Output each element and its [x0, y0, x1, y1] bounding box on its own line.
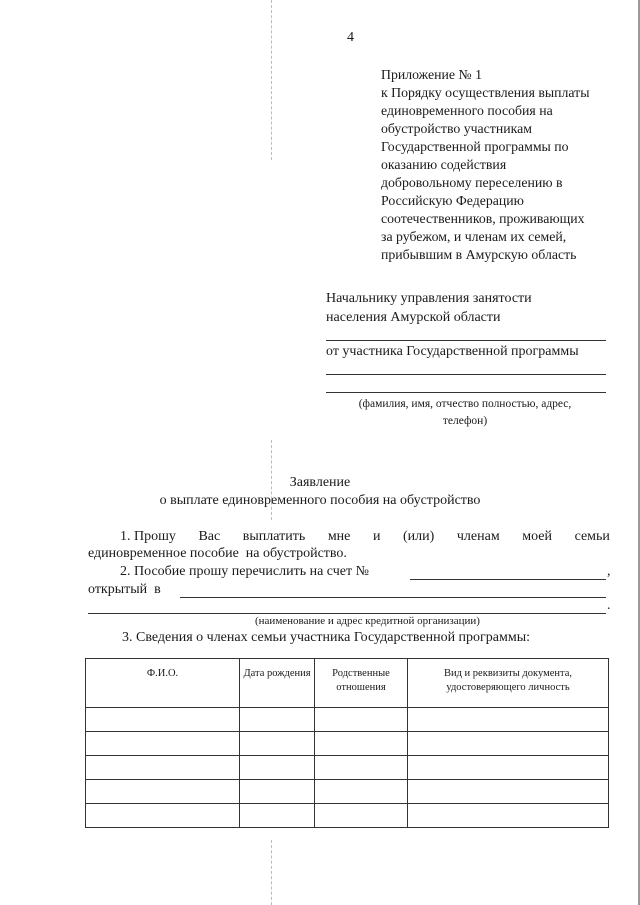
table-row — [86, 708, 609, 732]
addressee-line2: населения Амурской области — [326, 310, 501, 325]
cell-fio[interactable] — [86, 756, 240, 780]
page-number: 4 — [347, 30, 354, 45]
appendix-line: единовременного пособия на — [381, 103, 553, 118]
account-number-field[interactable] — [410, 579, 606, 580]
appendix-line: Российскую Федерацию — [381, 193, 524, 208]
addressee-block — [326, 289, 532, 327]
bank-field-line-1[interactable] — [180, 597, 606, 598]
cell-document[interactable] — [408, 804, 609, 828]
addressee-underline — [326, 340, 606, 341]
cell-birthdate[interactable] — [240, 756, 315, 780]
cell-birthdate[interactable] — [240, 732, 315, 756]
cell-fio[interactable] — [86, 804, 240, 828]
cell-relationship[interactable] — [315, 708, 408, 732]
p1-word: (или) — [403, 529, 435, 544]
cell-birthdate[interactable] — [240, 804, 315, 828]
paragraph-1-line2: единовременное пособие на обустройство. — [88, 546, 347, 561]
table-header-row — [86, 659, 609, 708]
statement-title: Заявление — [289, 475, 351, 490]
statement-subtitle: о выплате единовременного пособия на обустройство — [159, 493, 481, 508]
p1-word: выплатить — [242, 529, 306, 544]
bank-field-line-2[interactable] — [88, 613, 606, 614]
cell-relationship[interactable] — [315, 756, 408, 780]
paragraph-2-line1: 2. Пособие прошу перечислить на счет № — [120, 564, 369, 579]
cell-document[interactable] — [408, 780, 609, 804]
p1-word: семьи — [574, 529, 610, 544]
p1-word: мне — [327, 529, 351, 544]
appendix-block — [381, 66, 631, 264]
appendix-line: оказанию содействия — [381, 157, 507, 172]
name-caption — [330, 396, 600, 430]
col-header-birthdate: Дата рождения — [240, 659, 315, 708]
fold-line-top — [271, 0, 272, 160]
paragraph-2-line2: открытый в — [88, 582, 161, 597]
family-members-table — [85, 658, 609, 828]
appendix-line: обустройство участникам — [381, 121, 532, 136]
appendix-line: добровольному переселению в — [381, 175, 563, 190]
cell-fio[interactable] — [86, 732, 240, 756]
cell-relationship[interactable] — [315, 732, 408, 756]
col-header-fio: Ф.И.О. — [86, 659, 240, 708]
comma: , — [607, 564, 611, 579]
table-row — [86, 756, 609, 780]
appendix-line: прибывшим в Амурскую область — [381, 247, 577, 262]
cell-document[interactable] — [408, 732, 609, 756]
p1-word: и — [372, 529, 381, 544]
col-header-relationship: Родственные отношения — [315, 659, 408, 708]
p1-word: членам — [456, 529, 500, 544]
cell-relationship[interactable] — [315, 780, 408, 804]
name-field-line-1[interactable] — [326, 374, 606, 375]
col-header-document: Вид и реквизиты документа, удостоверяющего личность — [408, 659, 609, 708]
table-row — [86, 780, 609, 804]
appendix-line: соотечественников, проживающих — [381, 211, 585, 226]
from-label: от участника Государственной программы — [326, 344, 579, 359]
fold-line-bottom — [271, 840, 272, 905]
appendix-line: Государственной программы по — [381, 139, 569, 154]
p1-word: 1. Прошу — [120, 529, 176, 544]
cell-relationship[interactable] — [315, 804, 408, 828]
cell-document[interactable] — [408, 708, 609, 732]
name-caption-line2: телефон) — [442, 415, 488, 427]
cell-fio[interactable] — [86, 708, 240, 732]
table-row — [86, 732, 609, 756]
cell-document[interactable] — [408, 756, 609, 780]
name-field-line-2[interactable] — [326, 392, 606, 393]
bank-caption: (наименование и адрес кредитной организации) — [255, 615, 480, 627]
paragraph-1-line1 — [120, 529, 610, 545]
cell-birthdate[interactable] — [240, 780, 315, 804]
appendix-line: за рубежом, и членам их семей, — [381, 229, 567, 244]
addressee-line1: Начальнику управления занятости — [326, 291, 532, 306]
cell-fio[interactable] — [86, 780, 240, 804]
appendix-line: к Порядку осуществления выплаты — [381, 85, 590, 100]
name-caption-line1: (фамилия, имя, отчество полностью, адрес, — [358, 398, 572, 410]
p1-word: Вас — [198, 529, 221, 544]
period: . — [607, 598, 611, 613]
paragraph-3: 3. Сведения о членах семьи участника Государственной программы: — [122, 630, 531, 645]
table-row — [86, 804, 609, 828]
appendix-title: Приложение № 1 — [381, 67, 483, 82]
p1-word: моей — [522, 529, 552, 544]
cell-birthdate[interactable] — [240, 708, 315, 732]
